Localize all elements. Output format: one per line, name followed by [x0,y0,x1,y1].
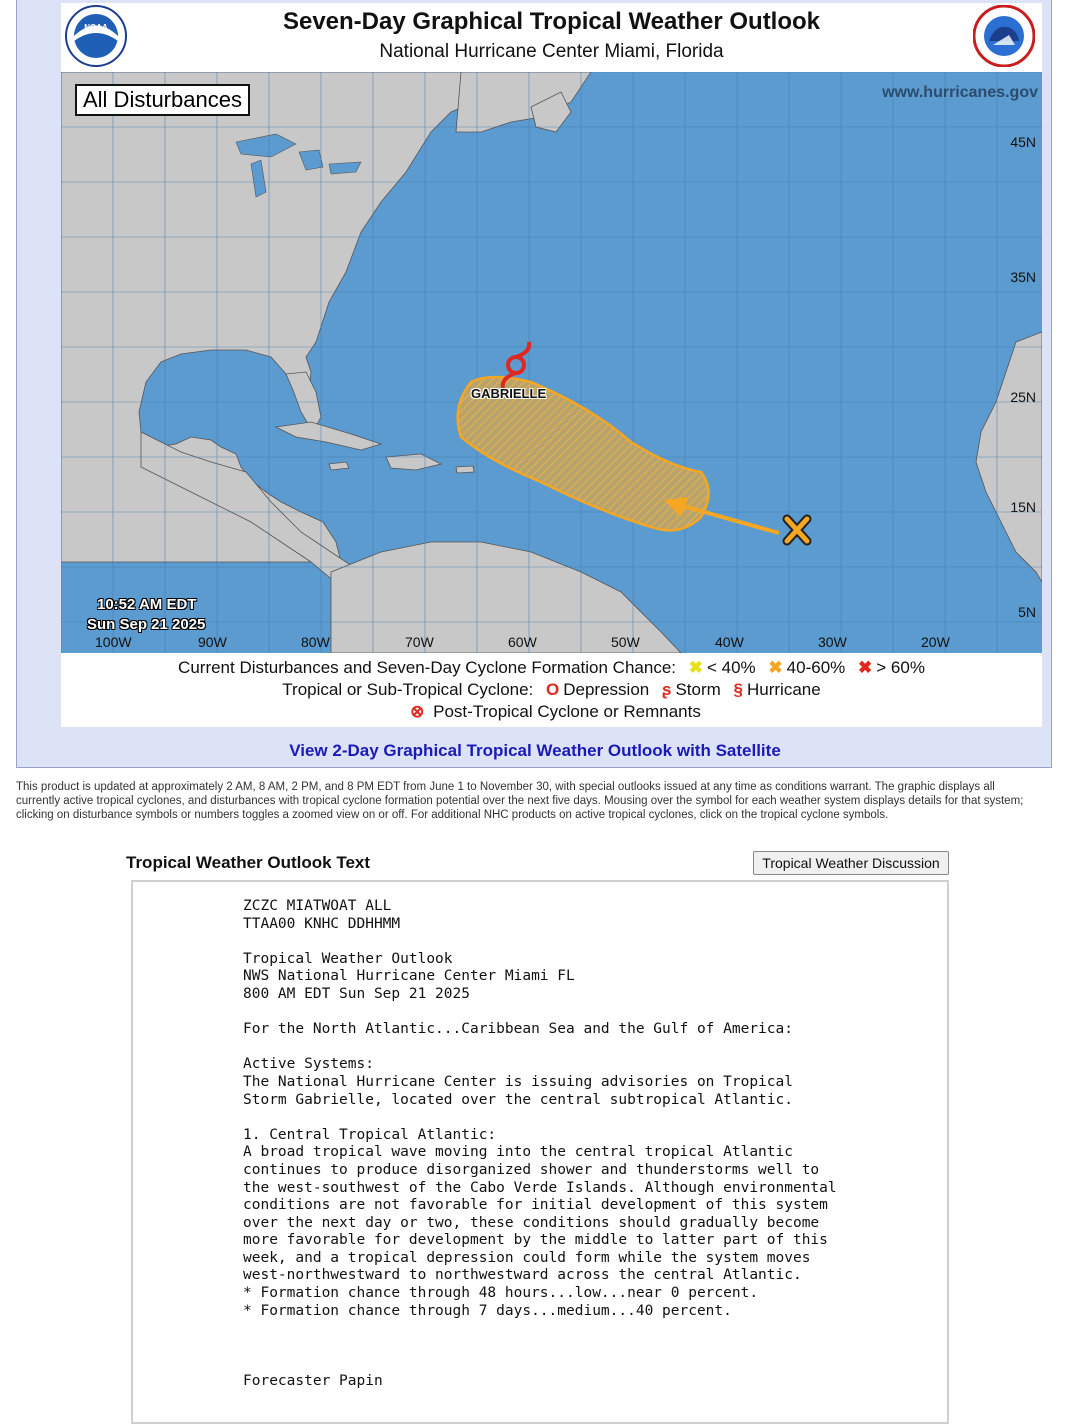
legend-row2-label: Tropical or Sub-Tropical Cyclone: [282,680,534,699]
legend-low: < 40% [707,658,756,677]
longitude-label: 70W [405,634,434,650]
latitude-label: 35N [1010,269,1036,285]
nws-logo-icon [973,5,1035,67]
website-label: www.hurricanes.gov [882,84,1038,101]
storm-icon: ʂ [661,680,672,699]
map-legend [61,653,1042,727]
post-tropical-icon: ⊗ [410,702,425,721]
timestamp-time: 10:52 AM EDT [97,596,197,613]
legend-post-tropical: Post-Tropical Cyclone or Remnants [433,702,701,721]
latitude-label: 45N [1010,134,1036,150]
graphic-header [61,3,1042,72]
outlook-text: ZCZC MIATWOAT ALL TTAA00 KNHC DDHHMM Tropical Weather Outlook NWS National Hurricane Center Miami FL 800 AM EDT Sun Sep 21 2025 For the North Atlantic...Caribbean Sea and the Gulf of America: Active Systems: The National Hurricane Center is issuing advisories on Tropical Storm Gabrielle, located over the central subtropical Atlantic. 1. Central Tropical Atlantic: A broad tropical wave moving into the central tropical Atlantic continues to produce disorganized shower and thunderstorms well to the west-southwest of the Cabo Verde Islands. Although environmental conditions are not favorable for initial development of this system over the next day or two, these conditions should gradually become more favorable for development by the middle to latter part of this week, and a tropical depression could form while the system moves west-northwestward to northwestward across the central Atlantic. * Formation chance through 48 hours...low...near 0 percent. * Formation chance through 7 days...medium...40 percent. Forecaster Papin [243,898,837,1390]
timestamp-date: Sun Sep 21 2025 [87,616,206,633]
outlook-panel [16,0,1052,768]
legend-storm: Storm [675,680,721,699]
legend-row1-label: Current Disturbances and Seven-Day Cyclone Formation Chance: [178,658,677,677]
tropical-weather-discussion-button[interactable]: Tropical Weather Discussion [753,851,949,875]
outlook-text-box[interactable] [131,880,949,1424]
page-subtitle: National Hurricane Center Miami, Florida [379,41,724,62]
outlook-text-title: Tropical Weather Outlook Text [126,853,371,872]
high-chance-icon: ✖ [858,658,873,677]
latitude-label: 5N [1018,604,1036,620]
longitude-label: 20W [921,634,950,650]
storm-name-label: GABRIELLE [471,386,547,401]
longitude-label: 60W [508,634,537,650]
medium-chance-icon: ✖ [768,658,783,677]
longitude-label: 100W [95,634,132,650]
legend-hurricane: Hurricane [747,680,821,699]
depression-icon: O [546,680,560,699]
product-description: This product is updated at approximately 2 AM, 8 AM, 2 PM, and 8 PM EDT from June 1 to November 30, with special outlooks issued at any time as conditions warrant. The graphic displays all currently active tropical cyclones, and disturbances with tropical cyclone formation potential over the next five days. Mousing over the symbol for each weather system displays details for that system; clicking on disturbance symbols or numbers toggles a zoomed view on or off. For additional NHC products on active tropical cyclones, click on the tropical cyclone symbols. [16,781,1024,821]
low-chance-icon: ✖ [688,658,703,677]
hurricane-icon: § [733,680,743,699]
page-title: Seven-Day Graphical Tropical Weather Outlook [282,8,821,35]
legend-high: > 60% [876,658,925,677]
filter-label[interactable]: All Disturbances [75,84,250,116]
longitude-label: 50W [611,634,640,650]
longitude-label: 80W [301,634,330,650]
latitude-label: 15N [1010,499,1036,515]
legend-depression: Depression [563,680,650,699]
view-2day-outlook-link[interactable]: View 2-Day Graphical Tropical Weather Outlook with Satellite [289,741,781,760]
latitude-label: 25N [1010,389,1036,405]
legend-medium: 40-60% [786,658,846,677]
longitude-label: 30W [818,634,847,650]
longitude-label: 90W [198,634,227,650]
svg-text:NOAA: NOAA [84,23,108,32]
outlook-graphic [61,3,1042,727]
outlook-map[interactable] [61,72,1042,653]
longitude-label: 40W [715,634,744,650]
